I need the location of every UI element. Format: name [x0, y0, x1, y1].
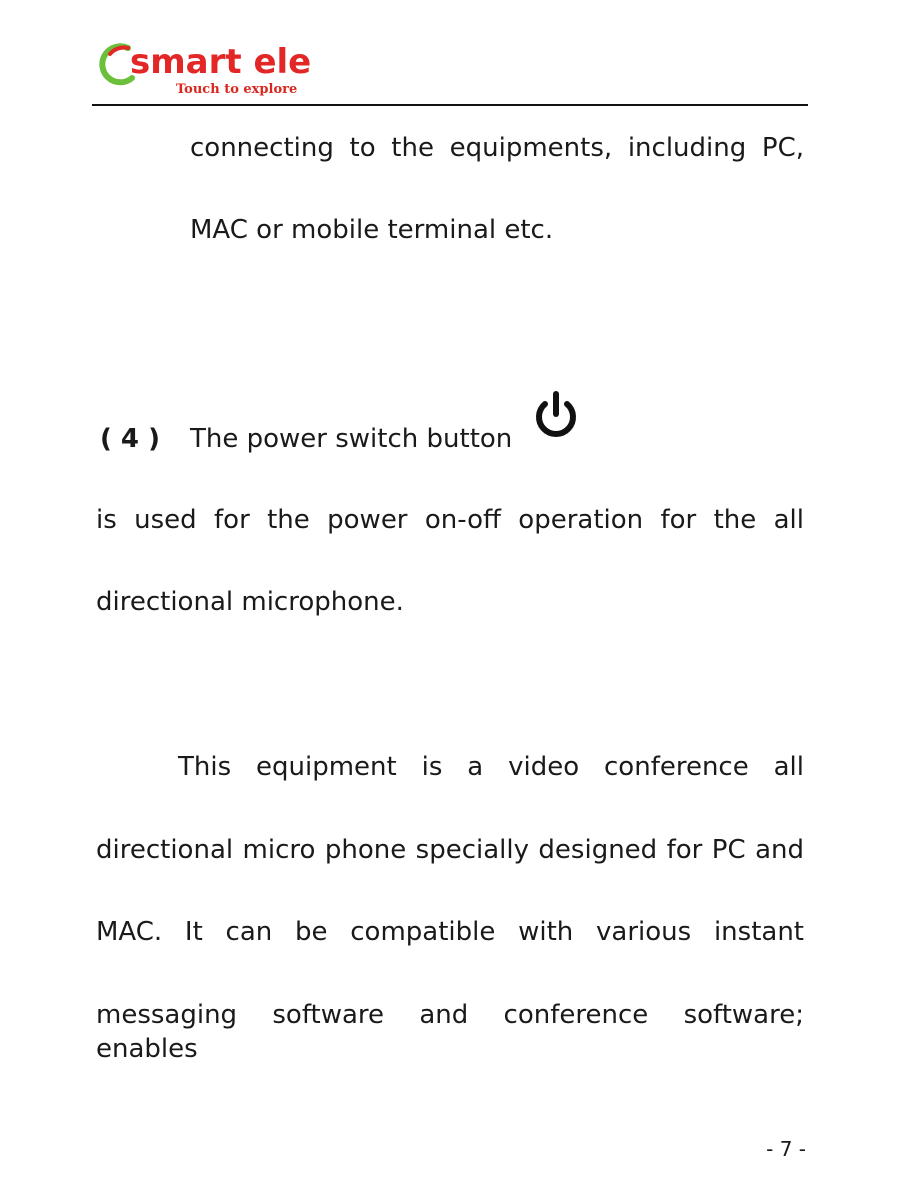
page-number: - 7 -: [766, 1137, 806, 1161]
item-number: ( 4 ): [100, 424, 160, 454]
para2-line2: directional micro phone specially designed for PC and: [96, 835, 804, 865]
para1-line2: MAC or mobile terminal etc.: [190, 215, 554, 245]
logo-text: smart ele: [130, 42, 312, 82]
para2-line3: MAC. It can be compatible with various instant: [96, 917, 804, 947]
para2-line1: This equipment is a video conference all: [178, 752, 804, 782]
item-line3: directional microphone.: [96, 587, 404, 617]
logo-tagline: Touch to explore: [176, 82, 298, 97]
item-line2: is used for the power on-off operation for the all: [96, 505, 804, 535]
para2-line4: messaging software and conference software; enables: [96, 1000, 804, 1064]
item-title: The power switch button: [190, 424, 513, 454]
page-header: [92, 38, 808, 106]
power-icon: [530, 390, 582, 440]
para1-line1: connecting to the equipments, including PC,: [190, 133, 804, 163]
brand-logo: [98, 40, 328, 100]
